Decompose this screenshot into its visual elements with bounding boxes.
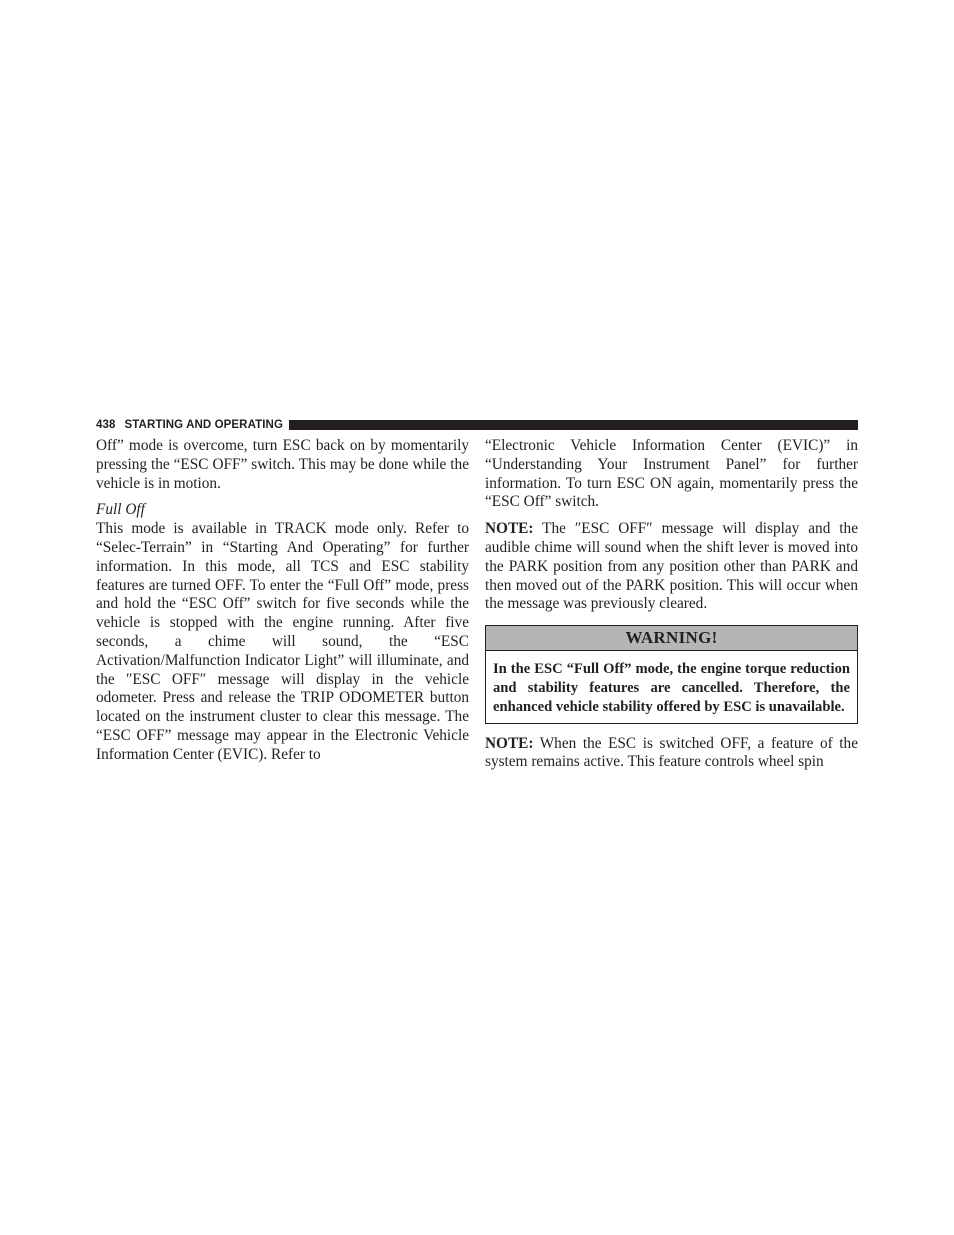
note-label: NOTE: — [485, 734, 534, 752]
note-text: When the ESC is switched OFF, a feature of the system remains active. This feature controls wheel spin — [485, 734, 858, 771]
right-paragraph-1: “Electronic Vehicle Information Center (EVIC)” in “Understanding Your Instrument Panel” for further information. To turn ESC ON again, momentarily press the “ESC Off” switch. — [485, 437, 858, 511]
note-paragraph-1 — [485, 520, 858, 614]
header-rule — [289, 420, 858, 430]
left-column — [96, 437, 469, 765]
warning-title: WARNING! — [486, 626, 857, 651]
page-number: 438 — [96, 419, 116, 431]
right-column — [485, 437, 858, 772]
subheading-full-off: Full Off — [96, 501, 145, 519]
warning-box — [485, 625, 858, 723]
left-paragraph-2: This mode is available in TRACK mode only. Refer to “Selec-Terrain” in “Starting And Operating” for further information. In this mode, all TCS and ESC stability features are turned OFF. To enter the “Full Off” mode, press and hold the “ESC Off” switch for five seconds while the vehicle is stopped with the engine running. After five seconds, a chime will sound, the “ESC Activation/Malfunction Indicator Light” will illuminate, and the ″ESC OFF″ message will display in the vehicle odometer. Press and release the TRIP ODOMETER button located on the instrument cluster to clear this message. The “ESC OFF” message may appear in the Electronic Vehicle Information Center (EVIC). Refer to — [96, 520, 469, 763]
note-label: NOTE: — [485, 520, 534, 538]
left-paragraph-1: Off” mode is overcome, turn ESC back on by momentarily pressing the “ESC OFF” switch. This may be done while the vehicle is in motion. — [96, 437, 469, 492]
section-title: STARTING AND OPERATING — [124, 419, 284, 431]
warning-text: In the ESC “Full Off” mode, the engine torque reduction and stability features are cancelled. Therefore, the enhanced vehicle stability offered by ESC is unavailable. — [493, 661, 850, 715]
note-text: The ″ESC OFF″ message will display and the audible chime will sound when the shift lever is moved into the PARK position from any position other than PARK and then moved out of the PARK position. This will occur when the message was previously cleared. — [485, 520, 858, 613]
note-paragraph-2 — [485, 735, 858, 773]
page-header — [96, 417, 858, 433]
